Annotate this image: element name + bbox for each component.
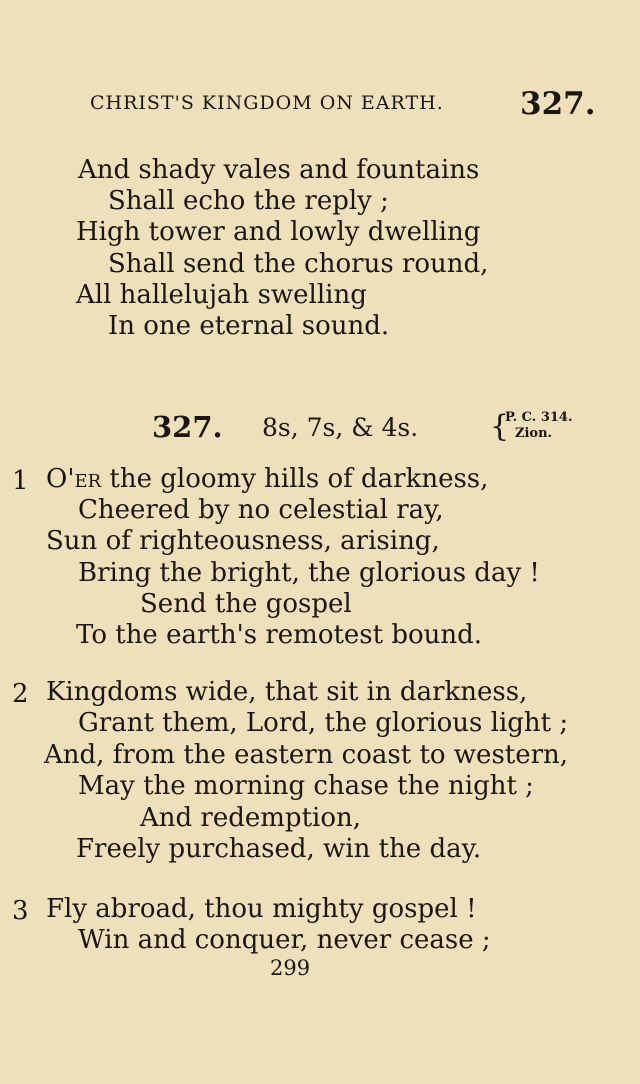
verse-line: Fly abroad, thou mighty gospel ! bbox=[46, 894, 477, 924]
previous-hymn-line: Shall echo the reply ; bbox=[108, 186, 389, 216]
page-number: 299 bbox=[270, 956, 311, 980]
verse-number: 1 bbox=[12, 466, 29, 496]
previous-hymn-line: Shall send the chorus round, bbox=[108, 249, 489, 279]
verse-line: Grant them, Lord, the glorious light ; bbox=[78, 708, 569, 738]
tune-brace: { bbox=[490, 409, 510, 444]
previous-hymn-line: And shady vales and fountains bbox=[78, 155, 480, 185]
verse-line: May the morning chase the night ; bbox=[78, 771, 534, 801]
verse-line: To the earth's remotest bound. bbox=[76, 620, 483, 650]
verse-line: Freely purchased, win the day. bbox=[76, 834, 482, 864]
previous-hymn-line: In one eternal sound. bbox=[108, 311, 390, 341]
verse-line: And redemption, bbox=[140, 803, 361, 833]
hymn-number: 327. bbox=[152, 410, 223, 444]
tune-reference-page: P. C. 314. bbox=[505, 410, 573, 425]
previous-hymn-line: High tower and lowly dwelling bbox=[76, 217, 481, 247]
running-title: CHRIST'S KINGDOM ON EARTH. bbox=[90, 92, 444, 114]
hymn-meter: 8s, 7s, & 4s. bbox=[262, 413, 419, 442]
verse-line: Send the gospel bbox=[140, 589, 352, 619]
verse-line bbox=[46, 466, 488, 492]
tune-reference bbox=[505, 410, 573, 443]
verse-number: 3 bbox=[12, 896, 29, 926]
header-hymn-number: 327. bbox=[520, 86, 596, 122]
verse-line: Bring the bright, the glorious day ! bbox=[78, 558, 540, 588]
verse-line: Win and conquer, never cease ; bbox=[78, 925, 491, 955]
first-line-rest: the gloomy hills of darkness, bbox=[101, 464, 489, 494]
verse-line: Kingdoms wide, that sit in darkness, bbox=[46, 677, 528, 707]
verse-number: 2 bbox=[12, 679, 29, 709]
verse-line: And, from the eastern coast to western, bbox=[44, 740, 569, 770]
first-word-initial: O bbox=[46, 464, 68, 494]
previous-hymn-line: All hallelujah swelling bbox=[76, 280, 367, 310]
verse-line: Cheered by no celestial ray, bbox=[78, 495, 444, 525]
first-word-small-caps: 'er bbox=[67, 464, 102, 494]
verse-line: Sun of righteousness, arising, bbox=[46, 526, 440, 556]
tune-name: Zion. bbox=[515, 426, 553, 442]
